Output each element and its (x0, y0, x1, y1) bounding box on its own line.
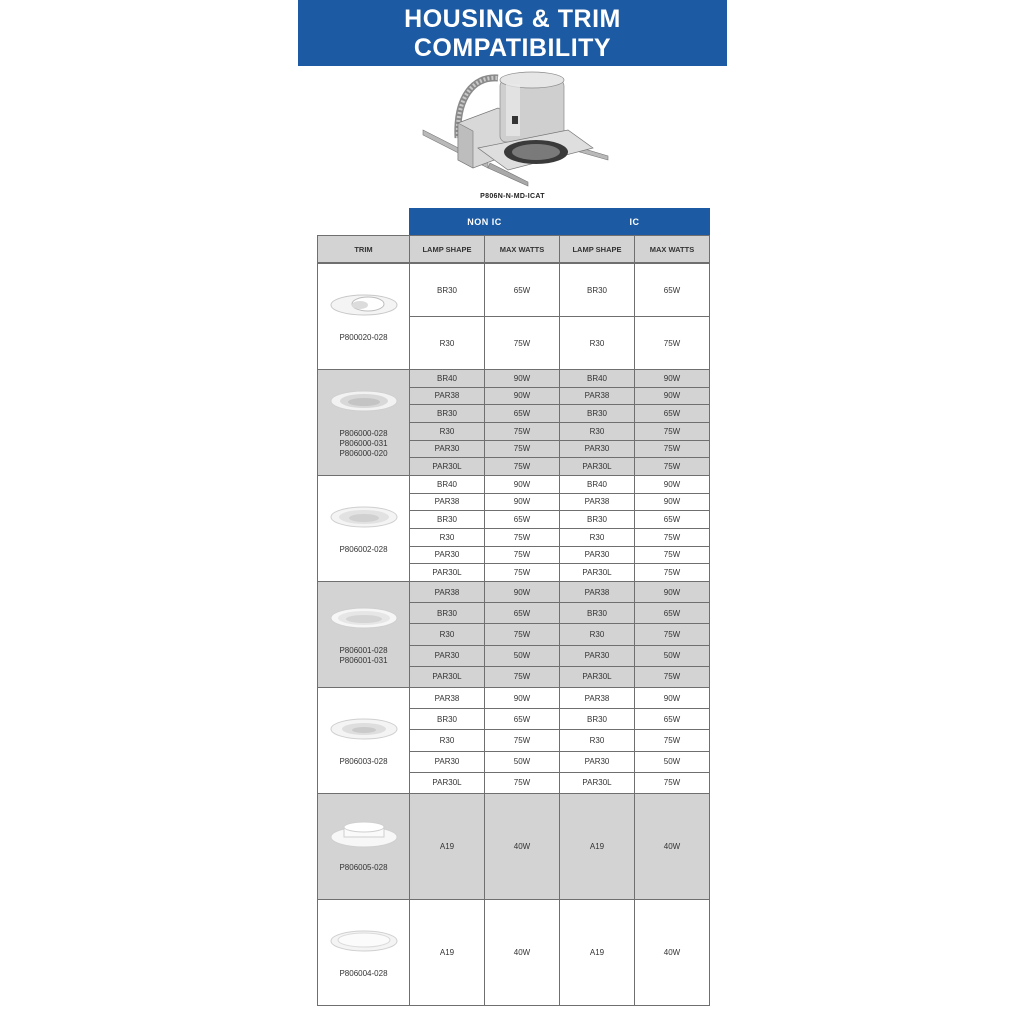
non-ic-max-watts-cell: 90W (484, 493, 560, 512)
trim-cell (317, 793, 410, 900)
title-line-2: COMPATIBILITY (413, 34, 612, 62)
trim-codes (339, 863, 387, 873)
open-trim-image (330, 604, 398, 632)
non-ic-max-watts-cell: 90W (484, 369, 560, 388)
ic-lamp-shape-cell: R30 (559, 729, 635, 751)
non-ic-max-watts-cell: 65W (484, 263, 560, 317)
ic-lamp-shape-cell: R30 (559, 528, 635, 547)
non-ic-lamp-shape-cell: PAR30 (409, 645, 485, 667)
ic-lamp-shape-cell: R30 (559, 316, 635, 370)
non-ic-max-watts-cell: 75W (484, 563, 560, 582)
non-ic-lamp-shape-cell: R30 (409, 422, 485, 441)
non-ic-lamp-shape-cell: BR30 (409, 602, 485, 624)
trim-cell (317, 263, 410, 370)
ic-max-watts-cell: 65W (634, 510, 710, 529)
trim-codes (339, 545, 387, 555)
non-ic-max-watts-cell: 75W (484, 422, 560, 441)
trim-cell (317, 581, 410, 688)
non-ic-max-watts-cell: 65W (484, 404, 560, 423)
lensed-trim-image (330, 821, 398, 849)
ic-max-watts-cell: 75W (634, 772, 710, 794)
non-ic-max-watts-cell: 40W (484, 899, 560, 1006)
ic-lamp-shape-cell: PAR30L (559, 666, 635, 688)
non-ic-lamp-shape-cell: R30 (409, 729, 485, 751)
ic-max-watts-cell: 75W (634, 563, 710, 582)
reflector-trim-image (330, 387, 398, 415)
trim-code: P806002-028 (339, 544, 388, 554)
ic-max-watts-cell: 90W (634, 369, 710, 388)
trim-code: P806004-028 (339, 968, 388, 978)
ic-lamp-shape-cell: PAR38 (559, 493, 635, 512)
non-ic-lamp-shape-cell: BR40 (409, 369, 485, 388)
ic-max-watts-cell: 65W (634, 404, 710, 423)
non-ic-max-watts-cell: 75W (484, 666, 560, 688)
non-ic-lamp-shape-cell: PAR30L (409, 563, 485, 582)
ic-max-watts-cell: 90W (634, 387, 710, 406)
ic-lamp-shape-cell: PAR30 (559, 546, 635, 565)
ic-max-watts-cell: 75W (634, 440, 710, 459)
trim-code: P800020-028 (339, 332, 388, 342)
ic-lamp-shape-cell: BR30 (559, 602, 635, 624)
non-ic-max-watts-cell: 50W (484, 645, 560, 667)
non-ic-max-watts-cell: 75W (484, 546, 560, 565)
ic-max-watts-cell: 90W (634, 493, 710, 512)
ic-max-watts-cell: 75W (634, 546, 710, 565)
trim-code: P806003-028 (339, 756, 388, 766)
ic-max-watts-cell: 65W (634, 263, 710, 317)
non-ic-lamp-shape-cell: BR40 (409, 475, 485, 494)
trim-column-header: TRIM (317, 235, 410, 263)
ic-lamp-shape-cell: PAR30 (559, 645, 635, 667)
ic-lamp-shape-cell: R30 (559, 623, 635, 645)
non-ic-lamp-shape-cell: PAR38 (409, 387, 485, 406)
trim-cell (317, 369, 410, 476)
non-ic-max-watts-cell: 90W (484, 387, 560, 406)
non-ic-max-watts-cell: 65W (484, 602, 560, 624)
non-ic-max-watts-cell: 65W (484, 708, 560, 730)
trim-code: P806005-028 (339, 862, 388, 872)
trim-cell (317, 687, 410, 794)
non-ic-max-watts-cell: 75W (484, 316, 560, 370)
non-ic-lamp-shape-cell: PAR38 (409, 493, 485, 512)
trim-code: P806000-028 (339, 428, 388, 438)
non-ic-max-watts-cell: 75W (484, 623, 560, 645)
compatibility-table (317, 208, 710, 1003)
non-ic-lamp-shape-cell: R30 (409, 623, 485, 645)
ic-lamp-shape-cell: PAR38 (559, 387, 635, 406)
non-ic-lamp-shape-cell: PAR30 (409, 440, 485, 459)
non-ic-lamp-shape-cell: BR30 (409, 510, 485, 529)
ic-lamp-shape-cell: BR40 (559, 475, 635, 494)
ic-lamp-shape-cell: PAR30L (559, 563, 635, 582)
non-ic-lamp-shape-cell: R30 (409, 528, 485, 547)
trim-codes (339, 333, 387, 343)
trim-codes (339, 429, 387, 459)
ic-lamp-shape-cell: PAR38 (559, 687, 635, 709)
ic-lamp-shape-cell: PAR30 (559, 751, 635, 773)
ic-max-watts-cell: 40W (634, 793, 710, 900)
recessed-housing-image (418, 68, 614, 190)
non-ic-max-watts-cell: 75W (484, 772, 560, 794)
ic-lamp-shape-cell: PAR30L (559, 457, 635, 476)
ic-lamp-shape-cell: PAR38 (559, 581, 635, 603)
ic-max-watts-cell: 90W (634, 475, 710, 494)
ic-max-watts-cell: 65W (634, 708, 710, 730)
title-banner (298, 0, 727, 66)
title-line-1: HOUSING & TRIM (404, 5, 621, 33)
non-ic-max-watts-header: MAX WATTS (484, 235, 560, 263)
ic-max-watts-cell: 75W (634, 316, 710, 370)
ic-lamp-shape-cell: BR30 (559, 708, 635, 730)
ic-header: IC (559, 208, 710, 235)
non-ic-max-watts-cell: 65W (484, 510, 560, 529)
non-ic-max-watts-cell: 40W (484, 793, 560, 900)
non-ic-lamp-shape-cell: PAR30L (409, 457, 485, 476)
ic-max-watts-cell: 50W (634, 645, 710, 667)
non-ic-max-watts-cell: 90W (484, 687, 560, 709)
ic-max-watts-cell: 90W (634, 581, 710, 603)
trim-code: P806000-031 (339, 438, 388, 448)
ic-lamp-shape-cell: BR30 (559, 510, 635, 529)
non-ic-max-watts-cell: 50W (484, 751, 560, 773)
cone-trim-image (330, 715, 398, 743)
ic-lamp-shape-header: LAMP SHAPE (559, 235, 635, 263)
non-ic-header: NON IC (409, 208, 560, 235)
non-ic-lamp-shape-cell: A19 (409, 793, 485, 900)
ic-lamp-shape-cell: BR30 (559, 263, 635, 317)
non-ic-max-watts-cell: 90W (484, 475, 560, 494)
trim-code: P806001-028 (339, 645, 388, 655)
ic-max-watts-cell: 75W (634, 457, 710, 476)
trim-code: P806000-020 (339, 448, 388, 458)
ic-max-watts-cell: 75W (634, 422, 710, 441)
ic-lamp-shape-cell: BR40 (559, 369, 635, 388)
trim-codes (339, 757, 387, 767)
ic-lamp-shape-cell: A19 (559, 793, 635, 900)
non-ic-lamp-shape-cell: PAR30 (409, 751, 485, 773)
non-ic-lamp-shape-cell: PAR38 (409, 687, 485, 709)
ic-lamp-shape-cell: PAR30 (559, 440, 635, 459)
ic-lamp-shape-cell: R30 (559, 422, 635, 441)
housing-model-label: P806N-N-MD-ICAT (480, 193, 545, 200)
non-ic-max-watts-cell: 75W (484, 457, 560, 476)
non-ic-lamp-shape-cell: BR30 (409, 263, 485, 317)
non-ic-lamp-shape-cell: BR30 (409, 708, 485, 730)
non-ic-lamp-shape-cell: R30 (409, 316, 485, 370)
non-ic-lamp-shape-cell: PAR30L (409, 666, 485, 688)
non-ic-max-watts-cell: 90W (484, 581, 560, 603)
flat-lens-trim-image (330, 927, 398, 955)
trim-code: P806001-031 (339, 655, 388, 665)
non-ic-max-watts-cell: 75W (484, 528, 560, 547)
ic-max-watts-cell: 75W (634, 666, 710, 688)
non-ic-lamp-shape-cell: A19 (409, 899, 485, 1006)
baffle-trim-image (330, 503, 398, 531)
ic-max-watts-cell: 75W (634, 528, 710, 547)
ic-max-watts-cell: 75W (634, 729, 710, 751)
eyeball-trim-image (330, 291, 398, 319)
non-ic-lamp-shape-cell: PAR30 (409, 546, 485, 565)
ic-lamp-shape-cell: A19 (559, 899, 635, 1006)
non-ic-lamp-shape-cell: BR30 (409, 404, 485, 423)
ic-max-watts-cell: 65W (634, 602, 710, 624)
non-ic-max-watts-cell: 75W (484, 440, 560, 459)
ic-max-watts-cell: 75W (634, 623, 710, 645)
non-ic-lamp-shape-cell: PAR38 (409, 581, 485, 603)
trim-cell (317, 475, 410, 582)
ic-max-watts-cell: 40W (634, 899, 710, 1006)
trim-codes (339, 646, 387, 666)
ic-lamp-shape-cell: BR30 (559, 404, 635, 423)
non-ic-max-watts-cell: 75W (484, 729, 560, 751)
ic-max-watts-cell: 50W (634, 751, 710, 773)
trim-codes (339, 969, 387, 979)
trim-cell (317, 899, 410, 1006)
ic-max-watts-cell: 90W (634, 687, 710, 709)
ic-max-watts-header: MAX WATTS (634, 235, 710, 263)
non-ic-lamp-shape-header: LAMP SHAPE (409, 235, 485, 263)
non-ic-lamp-shape-cell: PAR30L (409, 772, 485, 794)
ic-lamp-shape-cell: PAR30L (559, 772, 635, 794)
